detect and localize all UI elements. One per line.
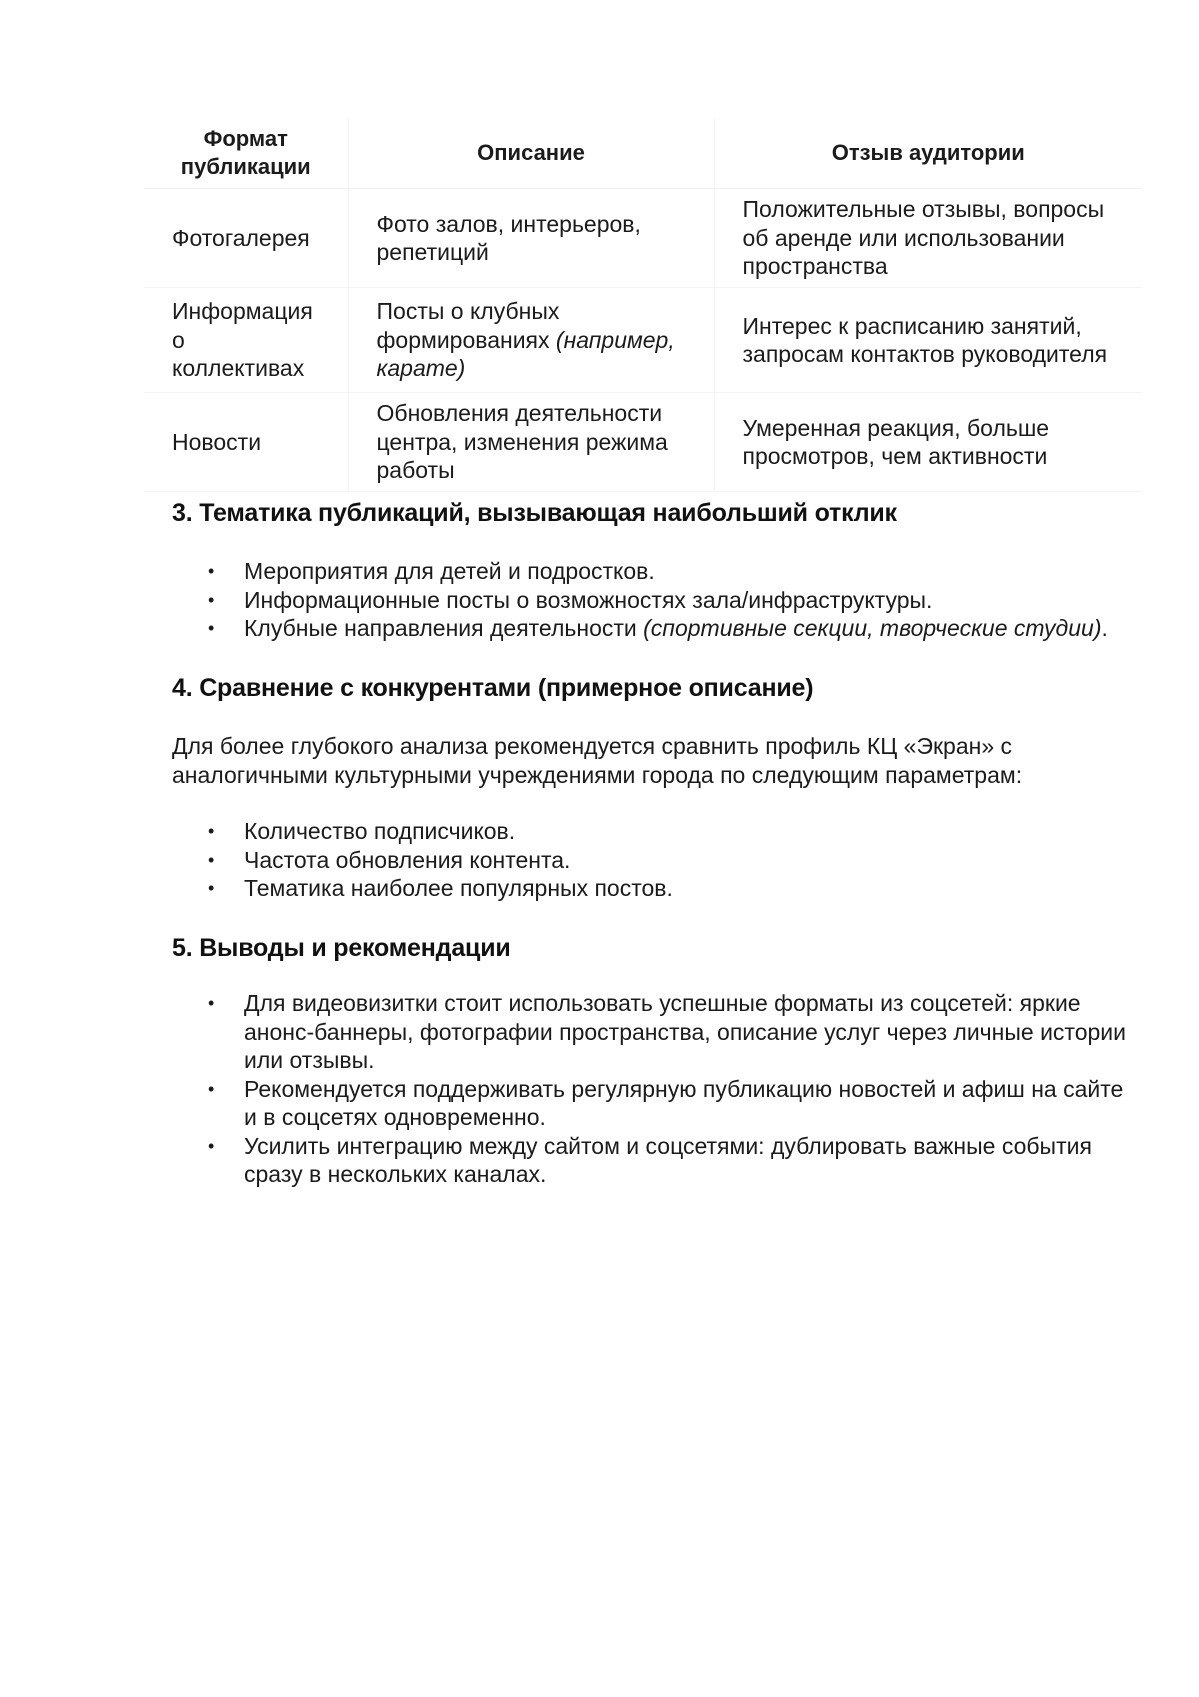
cell-format: Фотогалерея xyxy=(144,189,348,288)
list-item: • Частота обновления контента. xyxy=(208,846,571,873)
section-5-list xyxy=(172,989,1132,1189)
section-5 xyxy=(172,932,1132,964)
table-header-row xyxy=(144,118,1142,189)
section-4-paragraph-wrap xyxy=(172,732,1132,789)
section-5-heading: 5. Выводы и рекомендации xyxy=(172,934,511,962)
section-4-list-wrap xyxy=(172,817,1132,903)
list-item: • Мероприятия для детей и подростков. xyxy=(208,558,655,584)
cell-feedback: Положительные отзывы, вопросы об аренде или использовании пространства xyxy=(714,189,1142,288)
bullet-icon: • xyxy=(208,561,215,581)
cell-feedback: Интерес к расписанию занятий, запросам контактов руководителя xyxy=(714,288,1142,393)
bullet-icon: • xyxy=(208,849,215,870)
section-4-heading: 4. Сравнение с конкурентами (примерное описание) xyxy=(172,674,814,702)
table-row xyxy=(144,288,1142,393)
section-4-list xyxy=(172,817,1132,903)
cell-description: Фото залов, интерьеров, репетиций xyxy=(348,189,714,288)
bullet-icon: • xyxy=(208,589,215,610)
section-4-paragraph: Для более глубокого анализа рекомендуется сравнить профиль КЦ «Экран» с аналогичными культурными учреждениями города по следующим параметрам: xyxy=(172,733,1023,788)
cell-description: Посты о клубных формированиях (например, карате) xyxy=(348,288,714,393)
bullet-icon: • xyxy=(208,1078,215,1099)
list-item: • Количество подписчиков. xyxy=(208,818,516,844)
list-item: • Усилить интеграцию между сайтом и соцсетями: дублировать важные события сразу в нескольких каналах. xyxy=(208,1132,1092,1187)
bullet-icon: • xyxy=(208,821,215,841)
table-row xyxy=(144,189,1142,288)
list-item: • Тематика наиболее популярных постов. xyxy=(208,875,673,901)
cell-format: Информация о коллективах xyxy=(144,288,348,393)
list-item: • Информационные посты о возможностях зала/инфраструктуры. xyxy=(208,586,933,613)
cell-feedback: Умеренная реакция, больше просмотров, чем активности xyxy=(714,393,1142,492)
cell-description: Обновления деятельности центра, изменения режима работы xyxy=(348,393,714,492)
header-format: Формат публикации xyxy=(144,118,348,189)
list-item: • Клубные направления деятельности (спортивные секции, творческие студии). xyxy=(208,615,1108,641)
header-feedback: Отзыв аудитории xyxy=(714,118,1142,189)
list-item: • Для видеовизитки стоит использовать успешные форматы из соцсетей: яркие анонс-баннеры, фотографии пространства, описание услуг через личные истории или отзывы. xyxy=(208,990,1126,1073)
cell-format: Новости xyxy=(144,393,348,492)
section-4 xyxy=(172,672,1132,704)
section-5-list-wrap xyxy=(172,989,1132,1189)
section-3-heading: 3. Тематика публикаций, вызывающая наибольший отклик xyxy=(172,499,897,527)
bullet-icon: • xyxy=(208,618,215,638)
section-3-list-wrap xyxy=(172,557,1132,643)
publication-format-table xyxy=(144,118,1142,492)
bullet-icon: • xyxy=(208,1135,215,1156)
section-3-list xyxy=(172,557,1132,643)
table-row xyxy=(144,393,1142,492)
bullet-icon: • xyxy=(208,878,215,898)
header-description: Описание xyxy=(348,118,714,189)
section-3 xyxy=(172,497,1132,529)
list-item: • Рекомендуется поддерживать регулярную публикацию новостей и афиш на сайте и в соцсетях одновременно. xyxy=(208,1075,1124,1130)
bullet-icon: • xyxy=(208,993,215,1013)
